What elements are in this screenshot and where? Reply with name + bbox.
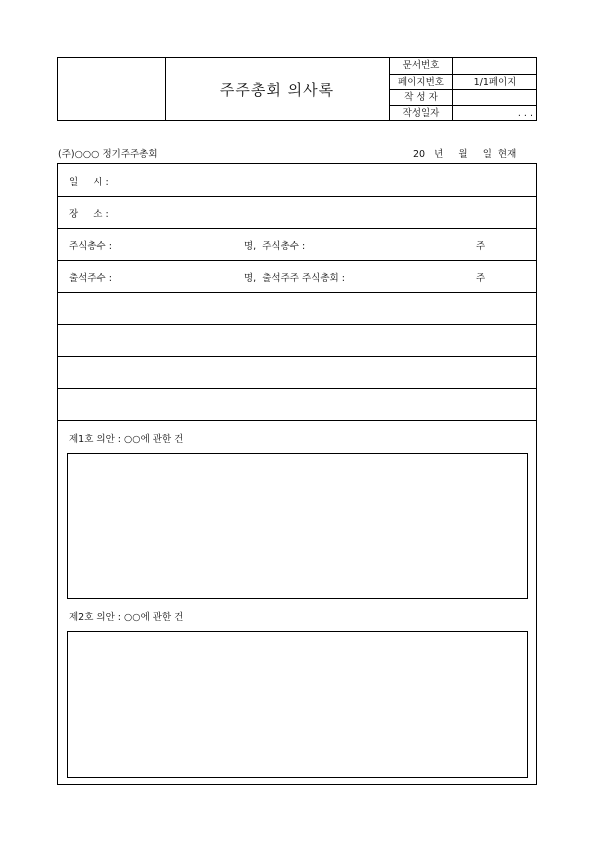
meta-value: 1/1페이지: [473, 76, 517, 88]
row-shareholders[interactable]: [58, 229, 536, 261]
meta-value[interactable]: . . .: [517, 107, 533, 119]
agenda-2-content-box[interactable]: [67, 631, 528, 778]
shares-unit: 주: [476, 273, 486, 284]
shares-total-mid-label: 명, 주식총수 :: [244, 241, 306, 252]
datetime-label: 일 시 :: [69, 177, 109, 188]
meta-label: 작 성 자: [390, 90, 453, 106]
shares-total-label: 주식총수 :: [69, 241, 112, 252]
company-meeting-name: (주)○○○ 정기주주총회: [58, 149, 158, 160]
meta-value[interactable]: [453, 90, 537, 106]
place-label: 장 소 :: [69, 209, 109, 220]
agenda-1-content-box[interactable]: [67, 453, 528, 599]
attending-mid-label: 명, 출석주주 주식총회 :: [244, 273, 345, 284]
document-title: 주주총회 의사록: [219, 80, 335, 99]
blank-row[interactable]: [58, 325, 536, 357]
as-of-date: 20 년 월 일 현재: [413, 149, 517, 160]
document-header: [57, 57, 537, 121]
meta-row-author: [390, 89, 537, 106]
document-meta-table: [389, 58, 537, 120]
blank-row[interactable]: [58, 293, 536, 325]
shares-unit: 주: [476, 241, 486, 252]
meta-label: 페이지번호: [390, 75, 453, 91]
agenda-1-title: 제1호 의안 : ○○에 관한 건: [69, 434, 184, 445]
agenda-2-title: 제2호 의안 : ○○에 관한 건: [69, 612, 184, 623]
attending-shares-label: 출석주수 :: [69, 273, 112, 284]
meta-value[interactable]: [453, 58, 537, 74]
row-attending[interactable]: [58, 261, 536, 293]
meta-label: 작성일자: [390, 106, 453, 122]
meta-row-page-number: [390, 74, 537, 91]
blank-row[interactable]: [58, 357, 536, 389]
meta-row-doc-number: [390, 58, 537, 74]
meta-row-date: [390, 105, 537, 122]
meta-label: 문서번호: [390, 58, 453, 74]
row-datetime[interactable]: [58, 164, 536, 197]
row-place[interactable]: [58, 197, 536, 229]
logo-area: [58, 58, 166, 120]
blank-row[interactable]: [58, 389, 536, 421]
minutes-form: [57, 163, 537, 785]
